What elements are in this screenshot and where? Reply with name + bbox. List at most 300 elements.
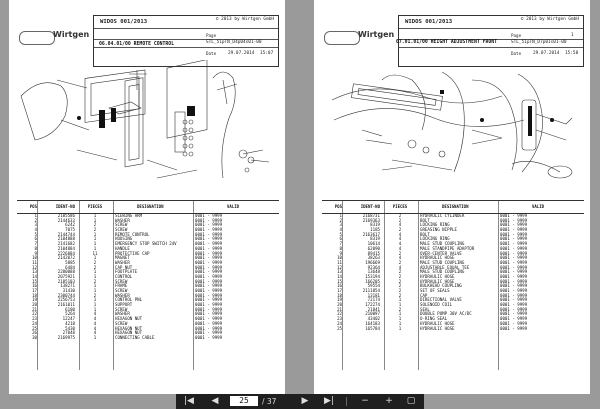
cell-pos: 8 (34, 245, 37, 251)
col-pos: POS (334, 204, 342, 209)
cell-pieces: 2 (398, 288, 402, 293)
cell-designation: EMERGENCY STOP SWITCH 24V (115, 241, 177, 247)
cell-ident: 72174 (367, 297, 380, 303)
cell-pieces: 2 (398, 227, 402, 233)
cell-designation: SOLENOID COIL (420, 302, 453, 308)
cell-pieces: 1 (93, 288, 97, 293)
cell-pieces: 1 (398, 316, 402, 322)
cell-ident: 13181 (367, 292, 380, 298)
cell-ident: 27048 (62, 330, 75, 336)
brand-logo (19, 31, 55, 45)
cell-ident: 2280088 (57, 269, 75, 275)
cell-pieces: 1 (93, 297, 97, 303)
cell-valid: 0001 - 9999 (500, 236, 528, 242)
cell-designation: SEAL (420, 306, 430, 312)
table-header (322, 200, 584, 214)
cell-valid: 0001 - 9999 (195, 217, 223, 223)
cell-designation: CONTROL PNL (115, 297, 143, 303)
cell-pos: 5 (339, 231, 342, 237)
cell-ident: 2141682 (57, 241, 75, 247)
page-number-input[interactable]: 25 (230, 396, 258, 406)
cell-pieces: 1 (398, 297, 402, 303)
cell-ident: 5430 (65, 325, 75, 331)
cell-pos: 12 (337, 264, 342, 270)
cell-valid: 0001 - 9999 (195, 231, 223, 237)
cell-ident: 38263 (367, 255, 380, 261)
cell-designation: HYDRAULIC CYLINDER (420, 213, 465, 218)
cell-pos: 21 (337, 306, 342, 312)
cell-pieces: 2 (398, 259, 402, 265)
cell-valid: 0001 - 9999 (195, 316, 223, 322)
last-page-icon[interactable]: ▶| (324, 396, 334, 406)
cell-ident: 2111854 (362, 288, 380, 293)
cell-pos: 3 (339, 222, 342, 228)
cell-designation: HOUSING (115, 236, 133, 242)
cell-valid: 0001 - 9999 (500, 264, 528, 270)
cell-pieces: 1 (93, 245, 97, 251)
col-pos: POS (29, 204, 37, 209)
brand-name: Wirtgen (53, 30, 90, 39)
cell-designation: MALE STUD COUPLING (420, 259, 465, 265)
cell-valid: 0001 - 9999 (500, 269, 528, 275)
cell-pos: 18 (337, 292, 342, 298)
cell-ident: 2144744 (57, 231, 75, 237)
cell-designation: LOCKING RING (420, 236, 450, 242)
table-header (17, 200, 279, 214)
cell-designation: BOLT (420, 217, 430, 223)
page-total: / 37 (262, 397, 277, 406)
cell-valid: 0001 - 9999 (195, 269, 223, 275)
parts-table-right (322, 200, 584, 331)
cell-valid: 0001 - 9999 (195, 273, 223, 279)
cell-pos: 20 (32, 302, 37, 308)
cell-valid: 0001 - 9999 (195, 227, 223, 233)
cell-designation: SCREW (115, 222, 128, 228)
cell-pieces: 2 (398, 306, 402, 312)
cell-pos: 7 (34, 241, 37, 247)
cell-valid: 0001 - 9999 (500, 250, 528, 256)
cell-designation: HEXAGON NUT (115, 330, 143, 336)
cell-pieces: 4 (398, 241, 402, 247)
cell-designation: HYDRAULIC HOSE (420, 273, 455, 279)
cell-pos: 16 (32, 283, 37, 289)
cell-valid: 0001 - 9999 (195, 334, 223, 340)
cell-designation: WASHER (115, 259, 130, 265)
cell-pieces: 1 (93, 217, 97, 223)
cell-pieces: 4 (398, 236, 402, 242)
cell-designation: HYDRAULIC HOSE (420, 325, 455, 331)
cell-designation: MALE STUD COUPLING (420, 241, 465, 247)
cell-ident: 8319 (370, 236, 380, 242)
document-page-right (314, 0, 590, 394)
cell-valid: 0001 - 9999 (195, 320, 223, 326)
cell-pos: 13 (337, 269, 342, 275)
cell-pieces: 1 (93, 241, 97, 247)
cell-designation: HYDRAULIC HOSE (420, 320, 455, 326)
cell-valid: 0001 - 9999 (195, 311, 223, 317)
cell-designation: SET OF SEALS (420, 288, 450, 293)
col-valid: VALID (532, 204, 545, 209)
cell-pieces: 1 (398, 320, 402, 326)
cell-pieces: 2 (398, 250, 402, 256)
cell-pos: 24 (337, 320, 342, 326)
cell-designation: HANDLE (115, 245, 130, 251)
cell-pos: 21 (32, 306, 37, 312)
cell-ident: 2075921 (57, 273, 75, 279)
cell-designation: HEXAGON NUT (115, 316, 143, 322)
cell-designation: SLEWING ARM (115, 213, 143, 218)
brand-logo (324, 31, 360, 45)
first-page-icon[interactable]: |◀ (184, 396, 194, 406)
cell-pieces: 1 (93, 231, 97, 237)
cell-designation: SCREW (115, 320, 128, 326)
cell-pieces: 2 (93, 222, 97, 228)
brand-name: Wirtgen (358, 30, 395, 39)
cell-ident: 166205 (365, 278, 380, 284)
cell-designation: WASHER (115, 292, 130, 298)
section-title: 07.01.01/00 HEIGHT ADJUSTMENT FRONT (396, 40, 498, 45)
cell-pieces: 2 (398, 273, 402, 279)
cell-pos: 19 (32, 297, 37, 303)
cell-pos: 23 (32, 316, 37, 322)
table-row (322, 327, 584, 332)
cell-valid: 0001 - 9999 (195, 241, 223, 247)
cell-pieces: 1 (93, 334, 97, 340)
cell-pos: 15 (337, 278, 342, 284)
cell-valid: 0001 - 9999 (500, 241, 528, 247)
cell-valid: 0001 - 9999 (500, 283, 528, 289)
cell-pos: 20 (337, 302, 342, 308)
cell-designation: BULKHEAD COUPLING (420, 283, 462, 289)
time-value: 15:07 (260, 51, 274, 56)
cell-designation: DOUBLE PUMP 30V AC/DC (420, 311, 472, 317)
copyright: © 2013 by Wirtgen GmbH (520, 17, 579, 22)
cell-pieces: 2 (398, 217, 402, 223)
cell-designation: SCREW (115, 278, 128, 284)
cell-pos: 9 (339, 250, 342, 256)
cell-pieces: 2 (93, 227, 97, 233)
cell-ident: 21841 (367, 306, 380, 312)
cell-pieces: 4 (93, 311, 97, 317)
cell-valid: 0001 - 9999 (500, 278, 528, 284)
date-label: Date (511, 51, 522, 56)
cell-pos: 18 (32, 292, 37, 298)
cell-designation: ADJUSTABLE EQUAL TEE (420, 264, 470, 270)
cell-valid: 0001 - 9999 (195, 259, 223, 265)
table-body (322, 214, 584, 331)
cell-pos: 13 (32, 269, 37, 275)
cell-designation: MALE STUD COUPLING (420, 269, 465, 275)
cell-pos: 14 (337, 273, 342, 279)
cell-pieces: 4 (93, 320, 97, 326)
page-value: 1 (571, 33, 574, 38)
cell-designation: WASHER (115, 217, 130, 223)
cell-valid: 0001 - 9999 (195, 330, 223, 336)
cell-pieces: 2 (398, 213, 402, 218)
parts-table-left (17, 200, 279, 341)
cell-designation: LOCKING RING (420, 222, 450, 228)
cell-pos: 24 (32, 320, 37, 326)
cell-valid: 0001 - 9999 (500, 259, 528, 265)
cell-ident: 89415 (367, 250, 380, 256)
cell-pieces: 1 (398, 325, 402, 331)
cell-pieces: 2 (398, 278, 402, 284)
cell-pos: 7 (339, 241, 342, 247)
cell-valid: 0001 - 9999 (500, 231, 528, 237)
document-page-left (9, 0, 285, 394)
page-label: Page (206, 33, 217, 38)
page-label: Page (511, 33, 522, 38)
cell-pieces: 2 (93, 259, 97, 265)
date-value: 29.07.2014 (228, 51, 255, 56)
cell-designation: SCREW (115, 306, 128, 312)
cell-valid: 0001 - 9999 (195, 250, 223, 256)
header-title: WIDOS 001/2013 (100, 19, 148, 25)
cell-valid: 0001 - 9999 (195, 306, 223, 312)
cell-designation: CONNECTING CABLE (115, 334, 155, 340)
cell-ident: 2256753 (57, 297, 75, 303)
cell-pieces: 1 (93, 283, 97, 289)
cell-valid: 0001 - 9999 (195, 264, 223, 270)
cell-valid: 0001 - 9999 (500, 217, 528, 223)
cell-pos: 23 (337, 316, 342, 322)
page-navigation-bar (176, 394, 424, 409)
cell-pos: 11 (337, 259, 342, 265)
cell-pos: 30 (32, 334, 37, 340)
col-ident: IDENT-NO (360, 204, 380, 209)
toolbar-divider (346, 397, 347, 406)
cell-pieces: 2 (398, 283, 402, 289)
section-title: 06.04.01/00 REMOTE CONTROL (99, 42, 175, 47)
cell-valid: 0001 - 9999 (500, 292, 528, 298)
table-row (17, 336, 279, 341)
cell-ident: 165784 (365, 325, 380, 331)
cell-designation: SCREW (115, 288, 128, 293)
cell-designation: GREASING NIPPLE (420, 227, 457, 233)
cell-valid: 0001 - 9999 (195, 292, 223, 298)
cell-pos: 4 (34, 227, 37, 233)
cell-designation: SUPPORT (115, 302, 133, 308)
cell-pieces: 2 (398, 269, 402, 275)
cell-pos: 22 (32, 311, 37, 317)
cell-valid: 0001 - 9999 (195, 213, 223, 218)
cell-valid: 0001 - 9999 (500, 320, 528, 326)
cell-ident: 2185103 (57, 278, 75, 284)
cell-pieces: 4 (93, 325, 97, 331)
cell-valid: 0001 - 9999 (500, 273, 528, 279)
cell-pos: 1 (339, 213, 342, 218)
cell-designation: HEXAGON NUT (115, 325, 143, 331)
cell-valid: 0001 - 9999 (500, 222, 528, 228)
cell-pieces: 11 (92, 250, 98, 256)
col-designation: DESIGNATION (137, 204, 164, 209)
cell-pos: 3 (34, 222, 37, 228)
zoom-in-icon[interactable]: + (385, 396, 393, 406)
cell-pos: 5 (34, 231, 37, 237)
cell-pieces: 1 (93, 306, 97, 312)
date-value: 29.07.2014 (533, 51, 560, 56)
cell-ident: 2168731 (362, 213, 380, 218)
cell-pieces: 4 (398, 264, 402, 270)
cell-pieces: 4 (398, 255, 402, 261)
cell-designation: CONTROL (115, 273, 133, 279)
ref-number: STL_51pTN_D7p01s01-00 (511, 40, 567, 45)
cell-ident: 7075 (65, 227, 75, 233)
cell-ident: 10614 (367, 241, 380, 247)
cell-pieces: 2 (93, 292, 97, 298)
cell-pieces: 1 (93, 255, 97, 261)
cell-ident: 59554 (367, 283, 380, 289)
cell-pieces: 4 (93, 316, 97, 322)
col-ident: IDENT-NO (55, 204, 75, 209)
col-valid: VALID (227, 204, 240, 209)
cell-valid: 0001 - 9999 (500, 227, 528, 233)
cell-ident: 2169975 (57, 334, 75, 340)
cell-ident: 2300744 (57, 292, 75, 298)
cell-designation: HYDRAULIC HOSE (420, 278, 455, 284)
cell-ident: 31430 (62, 288, 75, 293)
cell-ident: 4218 (65, 320, 75, 326)
cell-ident: 5885 (65, 259, 75, 265)
cell-ident: 5264 (65, 311, 75, 317)
cell-ident: 2226884 (57, 250, 75, 256)
fit-page-icon[interactable]: ▢ (406, 396, 416, 406)
cell-pieces: 2 (93, 278, 97, 284)
cell-designation: MALE STANDPIPE ADAPTOR (420, 245, 475, 251)
cell-designation: PROTECTIVE CAP (115, 250, 150, 256)
cell-pos: 17 (337, 288, 342, 293)
cell-ident: 196669 (365, 259, 380, 265)
cell-designation: HYDRAULIC HOSE (420, 255, 455, 261)
cell-designation: FOOTPLATE (115, 269, 138, 275)
cell-pieces: 4 (398, 231, 402, 237)
cell-pos: 10 (337, 255, 342, 261)
cell-pieces: 1 (398, 311, 402, 317)
cell-designation: DIRECTIONAL VALVE (420, 297, 462, 303)
cell-pos: 8 (339, 245, 342, 251)
cell-valid: 0001 - 9999 (500, 213, 528, 218)
cell-pos: 12 (32, 264, 37, 270)
cell-valid: 0001 - 9999 (500, 245, 528, 251)
cell-ident: 2169363 (362, 217, 380, 223)
cell-pos: 19 (337, 297, 342, 303)
cell-pos: 15 (32, 278, 37, 284)
cell-ident: 1185 (370, 227, 380, 233)
cell-pieces: 1 (398, 302, 402, 308)
cell-pos: 14 (32, 273, 37, 279)
cell-pieces: 4 (93, 330, 97, 336)
cell-pieces: 1 (93, 273, 97, 279)
date-label: Date (206, 51, 217, 56)
cell-ident: 2185586 (57, 213, 75, 218)
cell-designation: BOLT (420, 231, 430, 237)
cell-ident: 2142072 (57, 255, 75, 261)
cell-valid: 0001 - 9999 (500, 311, 528, 317)
exploded-view-drawing (322, 60, 582, 195)
cell-pieces: 2 (93, 264, 97, 270)
cell-designation: MAGNET (115, 255, 130, 261)
cell-designation: CAP (420, 292, 428, 298)
cell-ident: 2161011 (57, 302, 75, 308)
col-designation: DESIGNATION (442, 204, 469, 209)
zoom-out-icon[interactable]: − (361, 396, 369, 406)
cell-pos: 17 (32, 288, 37, 293)
cell-ident: 210097 (365, 311, 380, 317)
cell-valid: 0001 - 9999 (500, 316, 528, 322)
cell-valid: 0001 - 9999 (500, 255, 528, 261)
cell-ident: 138271 (60, 283, 75, 289)
chevron-left-icon[interactable]: ◀ (211, 396, 219, 406)
cell-ident: 2104888 (57, 236, 75, 242)
cell-valid: 0001 - 9999 (195, 236, 223, 242)
cell-designation: CAP NUT (115, 264, 133, 270)
cell-pieces: 4 (398, 245, 402, 251)
cell-pos: 2 (339, 217, 342, 223)
cell-ident: 6242 (65, 222, 75, 228)
cell-ident: 2163617 (362, 231, 380, 237)
cell-ident: 12247 (62, 316, 75, 322)
cell-pos: 16 (337, 283, 342, 289)
cell-pos: 11 (32, 259, 37, 265)
cell-valid: 0001 - 9999 (195, 288, 223, 293)
cell-valid: 0001 - 9999 (195, 245, 223, 251)
cell-pieces: 2 (398, 292, 402, 298)
cell-valid: 0001 - 9999 (195, 325, 223, 331)
cell-designation: FRAME (115, 283, 128, 289)
cell-pos: 6 (34, 236, 37, 242)
cell-pos: 6 (339, 236, 342, 242)
cell-pos: 4 (339, 227, 342, 233)
col-pieces: PIECES (392, 204, 408, 209)
cell-pieces: 4 (398, 222, 402, 228)
ref-number: STL_51pTN_D4p04s01-00 (206, 40, 262, 45)
cell-valid: 0001 - 9999 (500, 297, 528, 303)
cell-ident: 62090 (367, 245, 380, 251)
cell-pieces: 1 (93, 213, 97, 218)
table-body (17, 214, 279, 341)
cell-pos: 9 (34, 250, 37, 256)
cell-ident: 6180 (65, 306, 75, 312)
cell-designation: OVER-CENTER VALVE (420, 250, 462, 256)
cell-valid: 0001 - 9999 (195, 255, 223, 261)
cell-ident: 164183 (365, 320, 380, 326)
cell-pieces: 1 (93, 302, 97, 308)
cell-valid: 0001 - 9999 (500, 288, 528, 293)
cell-ident: 92364 (367, 264, 380, 270)
cell-pos: 22 (337, 311, 342, 317)
chevron-right-icon[interactable]: ▶ (301, 396, 309, 406)
cell-valid: 0001 - 9999 (500, 302, 528, 308)
time-value: 15:58 (565, 51, 579, 56)
cell-valid: 0001 - 9999 (195, 222, 223, 228)
cell-pos: 10 (32, 255, 37, 261)
cell-valid: 0001 - 9999 (195, 278, 223, 284)
cell-ident: 13648 (367, 269, 380, 275)
cell-ident: 6484 (65, 264, 75, 270)
copyright: © 2013 by Wirtgen GmbH (215, 17, 274, 22)
cell-pos: 25 (337, 325, 342, 331)
cell-designation: WASHER (115, 311, 130, 317)
cell-ident: 2144633 (57, 217, 75, 223)
cell-valid: 0001 - 9999 (195, 297, 223, 303)
cell-designation: O-RING SEAL (420, 316, 448, 322)
exploded-view-drawing (17, 60, 277, 195)
cell-valid: 0001 - 9999 (500, 306, 528, 312)
cell-pos: 1 (34, 213, 37, 218)
cell-pieces: 1 (93, 236, 97, 242)
cell-pos: 25 (32, 325, 37, 331)
cell-ident: 172274 (365, 302, 380, 308)
